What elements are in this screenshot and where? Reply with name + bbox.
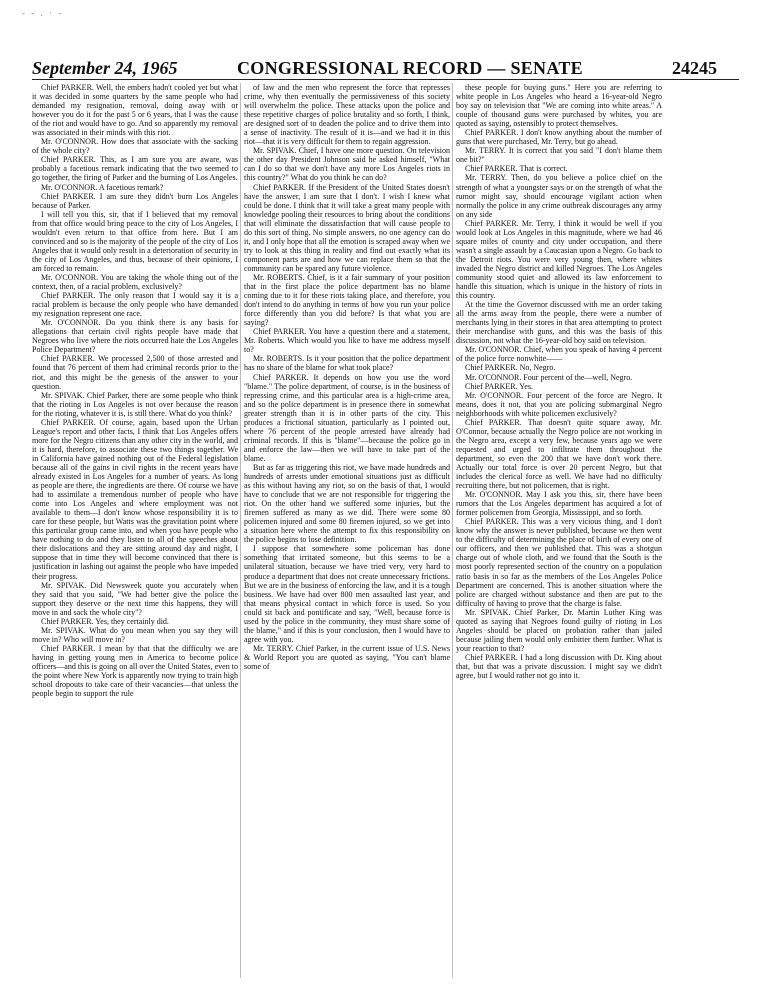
paragraph: Chief PARKER. I don't know anything about the number of guns that were purchased, Mr. Terry, but go ahead.	[456, 128, 662, 147]
paragraph: Chief PARKER. We processed 2,500 of those arrested and found that 76 percent of them had criminal records prior to the riot, and this might be the genesis of the answer to your question.	[32, 354, 238, 391]
paragraph: Mr. SPIVAK. Did Newsweek quote you accurately when they said that you said, "We had better give the police the support they deserve or the next time this happens, they will move in and sack the whole city"?	[32, 580, 238, 617]
paragraph: Chief PARKER. Well, the embers hadn't cooled yet but what it was decided in some quarters by the same people who had demanded my resignation, removal, doing away with or however you do it for the past 5 or 6 years, that I was the cause of the riot and would have to go. And so apparently my removal was associated in their minds with this riot.	[32, 83, 238, 138]
paragraph: At the time the Governor discussed with me an order taking all the arms away from the people, there were a number of merchants lying in their stores in that area attempting to protect their merchandise with guns, and this was the basis of this discussion, not what the 16-year-old boy said on television.	[456, 300, 662, 346]
paragraph: Mr. O'CONNOR. May I ask you this, sir, there have been rumors that the Los Angeles department has acquired a lot of former policemen from Georgia, Mississippi, and so forth.	[456, 490, 662, 518]
paragraph: Mr. TERRY. Chief Parker, in the current issue of U.S. News & World Report you are quoted as saying, "You can't blame some of	[244, 643, 450, 671]
paragraph: Chief PARKER. The only reason that I would say it is a racial problem is because the only people who have demanded my resignation represent one race.	[32, 291, 238, 319]
paragraph: But as far as triggering this riot, we have made hundreds and hundreds of arrests under emotional situations just as difficult as this without having any riot, so on the basis of that, I would have to conclude that we are not responsible for triggering the riot. On the other hand we suffered some injuries, but the firemen suffered as many as we did. There were some 80 policemen injured and some 80 firemen injured, so we get into a situation here where the attempt to fix this responsibility on the police begins to lose definition.	[244, 462, 450, 545]
paragraph: Mr. O'CONNOR. You are taking the whole thing out of the context, then, of a racial problem, exclusively?	[32, 272, 238, 292]
paragraph: Chief PARKER. I mean by that that the difficulty we are having in getting young men in America to become police officers—and this is going on all over the United States, even to the point where New York is apparently now trying to train high school dropouts to take care of their vacancies—that unless the people begin to support the rule	[32, 643, 238, 699]
paragraph: Mr. TERRY. It is correct that you said "I don't blame them one bit?"	[456, 146, 662, 165]
paragraph: these people for buying guns." Here you are referring to white people in Los Angeles who heard a 16-year-old Negro boy say on television that "We are coming into white areas." A couple of thousand guns were purchased by whites, you are quoted as saying, ostensibly to protect themselves.	[456, 83, 662, 129]
paragraph: Mr. SPIVAK. Chief, I have one more question. On television the other day President Johnson said he asked himself, "What can I do so that we don't have any more Los Angeles riots in this country?" What do you think he can do?	[244, 146, 450, 183]
paragraph: Chief PARKER. You have a question there and a statement, Mr. Roberts. Which would you like to have me address myself to?	[244, 327, 450, 355]
scan-marks: - ‐ . · ‐	[22, 8, 64, 18]
paragraph: Mr. O'CONNOR. How does that associate with the sacking of the whole city?	[32, 137, 238, 156]
paragraph: Mr. O'CONNOR. A facetious remark?	[41, 182, 164, 192]
paragraph: Mr. SPIVAK. Chief Parker, Dr. Martin Luther King was quoted as saying that Negroes found guilty of rioting in Los Angeles should be placed on probation rather than jailed because jailing them would only embitter them further. What is your reaction to that?	[456, 607, 662, 653]
paragraph: Chief PARKER. It depends on how you use the word "blame." The police department, of course, is in the business of repressing crime, and this particular area is a high-crime area, and so the police department is in presence there in somewhat greater strength than it is in other parts of the city. This produces a frictional situation, particularly as I pointed out, where 76 percent of the people arrested have already had criminal records. If this is "blame"—because the police go in and enforce the law—then we will have to take part of the blame.	[244, 372, 450, 463]
paragraph: Chief PARKER. If the President of the United States doesn't have the answer, I am sure that I don't. I wish I knew what could be done. I think that it will take a great many people with knowledge pooling their resources to bring about the conditions that will eliminate the dissatisfaction that will cause people to do this sort of thing. No simple answers, no one agency can do it, and I only hope that all the emotion is scraped away when we try to look at this thing in reality and find out exactly what its component parts are and how we can replace them so that the community can be spared any future violence.	[244, 182, 450, 273]
paragraph: Mr. O'CONNOR. Four percent of the—well, Negro.	[465, 372, 633, 382]
header-date: September 24, 1965	[32, 58, 178, 78]
column-3	[456, 83, 662, 978]
paragraph: Mr. SPIVAK. What do you mean when you say they will move in? Who will move in?	[32, 625, 238, 644]
column-2	[244, 83, 450, 978]
paragraph: I will tell you this, sir, that if I believed that my removal from that office would bring peace to the city of Los Angeles, I wouldn't even return to that office from here. But I am convinced and so is the majority of the people of the city of Los Angeles that it would only result in a deterioration of security in the city of Los Angeles, and thus, because of their opinions, I am forced to remain.	[32, 209, 238, 273]
paragraph: Mr. O'CONNOR. Four percent of the force are Negro. It means, does it not, that you are policing submarginal Negro neighborhoods with white policemen exclusively?	[456, 390, 662, 418]
paragraph: Chief PARKER. That is correct.	[465, 164, 568, 174]
column-divider	[240, 83, 241, 978]
paragraph: Mr. ROBERTS. Is it your position that the police department has no share of the blame for what took place?	[244, 354, 450, 373]
paragraph: Chief PARKER. This, as I am sure you are aware, was probably a facetious remark indicating that the two seemed to go together, the firing of Parker and the burning of Los Angeles.	[32, 155, 238, 183]
header-title: CONGRESSIONAL RECORD — SENATE	[237, 58, 583, 78]
column-1	[32, 83, 238, 978]
paragraph: Mr. O'CONNOR. Do you think there is any basis for allegations that certain civil rights people have made that Negroes who live where the riots occurred hate the Los Angeles Police Department?	[32, 318, 238, 355]
paragraph: I suppose that somewhere some policeman has done something that irritated someone, but this seems to be a unilateral situation, because we have tried very, very hard to produce a department that does not create unnecessary frictions. But we are in the business of enforcing the law, and it is a tough business. We have had over 800 men assaulted last year, and that means physical contact in which force is used. So you could sit back and pontificate and say, "Well, because force is used by the police in the community, they must share some of the blame," and if this is your conclusion, then I would have to agree with you.	[244, 544, 450, 644]
paragraph: Chief PARKER. That doesn't quite square away, Mr. O'Connor, because actually the Negro police are not working in the Negro area, except a very few, because years ago we were requested and urged to infiltrate them throughout the department, so even the 200 that we have don't work there. Actually our total force is over 20 percent Negro, but that includes the clerical force as well. We have had no difficulty recruiting there, but not policemen, that is right.	[456, 417, 662, 491]
paragraph: Chief PARKER. Yes.	[465, 381, 533, 391]
paragraph: Chief PARKER. Yes, they certainly did.	[41, 616, 169, 626]
paragraph: Chief PARKER. No, Negro.	[465, 363, 556, 373]
paragraph: Chief PARKER. This was a very vicious thing, and I don't know why the answer is never published, because we then went to the difficulty of determining the place of birth of every one of our officers, and then we published that. This was a shotgun charge out of whole cloth, and we found that the South is the most poorly represented section of the country on a population ratio basis in so far as the members of the Los Angeles Police Department are concerned. This is another situation where the police are charged without substance and then are put to the difficulty of having to prove that the charge is false.	[456, 517, 662, 608]
column-divider	[452, 83, 453, 978]
paragraph: Mr. TERRY. Then, do you believe a police chief on the strength of what a youngster says or on the strength of what the rumor might say, should encourage vigilant action when normally the police in any crime outbreak discourages any army on any side	[456, 173, 662, 219]
paragraph: Mr. ROBERTS. Chief, is it a fair summary of your position that in the first place the police department has no blame coming due to it for these riots taking place, and therefore, you don't intend to do anything in terms of how you run your police force differently than you did before? Is that what you are saying?	[244, 272, 450, 328]
page-header	[32, 58, 741, 80]
paragraph: Mr. SPIVAK. Chief Parker, there are some people who think that the rioting in Los Angeles is not over because the reason for the rioting, whatever it is, is still there. What do you think?	[32, 390, 238, 418]
paragraph: Mr. O'CONNOR. Chief, when you speak of having 4 percent of the police force nonwhite——	[456, 345, 662, 364]
paragraph: Chief PARKER. I had a long discussion with Dr. King about that, but that was a private discussion. I might say we didn't agree, but I would rather not go into it.	[456, 652, 662, 681]
header-rule	[32, 79, 739, 80]
paragraph: of law and the men who represent the force that represses crime, why then eventually the permissiveness of this society will overwhelm the police. These attacks upon the police and these repetitive charges of police brutality and so forth, I think, are designed sort of to deaden the police and to drive them into a sense of inactivity. The result of it is—and we had it in this riot—that it is very difficult for them to regain aggression.	[244, 83, 450, 147]
paragraph: Chief PARKER. Mr. Terry, I think it would be well if you would look at Los Angeles in this magnitude, where we had 46 square miles of county and city under occupation, and there wasn't a single assault by a Caucasian upon a Negro. Go back to the Detroit riots. You were very young then, where whites invaded the Negro district and killed Negroes. The Los Angeles community stood quiet and allowed its law enforcement to handle this situation, which is unique in the history of riots in this country.	[456, 218, 662, 301]
paragraph: Chief PARKER. Of course, again, based upon the Urban League's report and other facts, I think that Los Angeles offers more for the Negro citizens than any other city in the world, and it is hard, therefore, to associate these two things together. We in California have gained nothing out of the Federal legislation because all of the gains in civil rights in the recent years have already existed in Los Angeles for a number of years. As long as people are there, the ingredients are there. Of course we have had to assimilate a tremendous number of people who have come into Los Angeles and where employment was not available to them—I don't know whose responsibility it is to care for these people, but Watts was the gravitation point where this particular group came into, and when you have people who have nothing to do and they listen to all of the speeches about their dislocations and they are sitting around day and night, I suppose that in time they will become convinced that there is justification in lashing out against the people who have impeded their progress.	[32, 417, 238, 581]
paragraph: Chief PARKER. I am sure they didn't burn Los Angeles because of Parker.	[32, 191, 238, 210]
header-page-number: 24245	[672, 58, 717, 78]
text-columns	[32, 83, 740, 978]
